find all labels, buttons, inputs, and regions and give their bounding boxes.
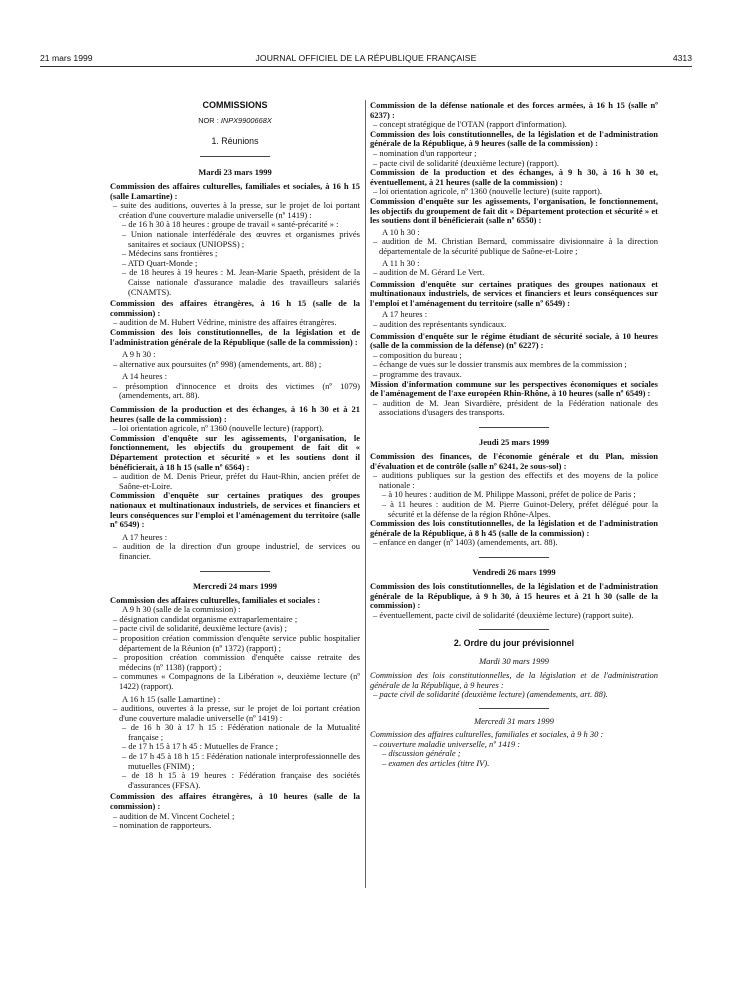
agenda-subitem: – discussion générale ; (382, 748, 461, 759)
commission-heading: Commission d'enquête sur les agissements, l'organisation, le fonctionnement, les objectifs du groupement de fait dit « Département protection et sécurité » et les soutiens dont il bénéficierait, à 18 h 15 (salle nº 6564) : (110, 432, 360, 472)
time-slot: A 10 h 30 : (382, 226, 420, 237)
time-slot: A 11 h 30 : (382, 257, 420, 268)
agenda-subitem: – de 18 h 15 à 19 heures : Fédération française des sociétés d'assurances (FFSA). (122, 770, 360, 790)
header-rule (40, 66, 692, 67)
time-slot: A 17 heures : (382, 309, 428, 320)
day-heading: Vendredi 26 mars 1999 (472, 566, 556, 577)
header-page-number: 4313 (672, 53, 692, 63)
agenda-item: – proposition création commission d'enquête caisse retraite des médecins (nº 1138) (rapport) ; (113, 652, 360, 672)
day-heading: Mercredi 24 mars 1999 (193, 580, 277, 591)
agenda-item: – audition de M. Hubert Védrine, ministre des affaires étrangères. (113, 317, 337, 328)
agenda-item: – audition des représentants syndicaux. (373, 319, 507, 330)
agenda-subitem: – ATD Quart-Monde ; (122, 257, 198, 268)
commission-heading: Commission de la production et des échanges, à 16 h 30 et à 21 heures (salle de la commission) : (110, 404, 360, 424)
commission-heading: Commission des affaires culturelles, familiales et sociales, à 16 h 15 (salle Lamartine) : (110, 181, 360, 201)
agenda-item: – communes « Compagnons de la Libération », deuxième lecture (nº 1422) (rapport). (113, 671, 360, 691)
agenda-item: – nomination d'un rapporteur ; (373, 147, 477, 158)
agenda-subitem: – à 11 heures : audition de M. Pierre Guinot-Delery, préfet délégué pour la sécurité et la défense de la région Rhône-Alpes. (382, 498, 658, 519)
agenda-item: – auditions, ouvertes à la presse, sur le projet de loi portant création d'une couverture maladie universelle (nº 1419) : (113, 703, 360, 723)
commission-heading: Commission d'enquête sur certaines pratiques des groupes nationaux et multinationaux industriels, de services et financiers et leurs conséquences sur l'emploi et l'aménagement du territoire (salle nº 6549) : (370, 278, 658, 308)
separator (479, 427, 549, 428)
agenda-subitem: – de 16 h 30 à 17 h 15 : Fédération nationale de la Mutualité française ; (122, 722, 360, 742)
agenda-item: – audition de M. Jean Sivardière, président de la Fédération nationale des associations d'usagers des transports. (373, 397, 658, 418)
commission-heading: Mission d'information commune sur les perspectives économiques et sociales de l'aménagement de l'axe européen Rhin-Rhône, à 10 heures (salle nº 6549) : (370, 378, 658, 399)
agenda-item: – concept stratégique de l'OTAN (rapport d'information). (373, 119, 567, 130)
agenda-item: – loi orientation agricole, nº 1360 (nouvelle lecture) (suite rapport). (373, 186, 602, 197)
commissions-title: COMMISSIONS (202, 100, 268, 110)
time-slot: A 9 h 30 (salle de la commission) : (122, 604, 241, 615)
column-separator (365, 100, 366, 888)
separator (200, 156, 270, 157)
agenda-subitem: – Union nationale interfédérale des œuvres et organismes privés sanitaires et sociaux (UNIOPSS) ; (122, 228, 360, 249)
agenda-item: – alternative aux poursuites (nº 998) (amendements, art. 88) ; (113, 358, 322, 369)
agenda-subitem: – Médecins sans frontières ; (122, 248, 218, 259)
commission-heading: Commission de la défense nationale et des forces armées, à 16 h 15 (salle nº 6237) : (370, 100, 658, 120)
agenda-item: – pacte civil de solidarité (deuxième lecture) (rapport). (373, 157, 559, 168)
day-heading: Mardi 23 mars 1999 (198, 167, 272, 177)
right-column (370, 101, 658, 769)
agenda-subitem: – de 17 h 45 à 18 h 15 : Fédération nationale interprofessionnelle des mutuelles (FNIM) ; (122, 751, 360, 771)
commission-heading: Commission des affaires culturelles, familiales et sociales, à 9 h 30 : (370, 729, 604, 740)
agenda-item: – nomination de rapporteurs. (113, 820, 212, 831)
day-heading: Mardi 30 mars 1999 (479, 656, 549, 667)
agenda-item: – proposition création commission d'enquête service public hospitalier département de la Réunion (nº 1372) (rapport) ; (113, 632, 360, 653)
commission-heading: Commission d'enquête sur les agissements, l'organisation, le fonctionnement, les objectifs du groupement de fait dit « Département protection et sécurité » et les soutiens dont il bénéficierait (salle nº 6550) : (370, 195, 658, 226)
commission-heading: Commission des lois constitutionnelles, de la législation et de l'administration générale de la République (salle de la commission) : (110, 326, 360, 347)
agenda-item: – loi orientation agricole, nº 1360 (nouvelle lecture) (rapport). (113, 423, 324, 434)
page-header (40, 53, 692, 67)
separator (479, 557, 549, 558)
commission-heading: Commission d'enquête sur le régime étudiant de sécurité sociale, à 10 heures (salle de la commission de la défense) (nº 6227) : (370, 330, 658, 351)
agenda-subitem: – de 18 heures à 19 heures : M. Jean-Marie Spaeth, président de la Caisse nationale d'assurance maladie des travailleurs salariés (CNAMTS). (122, 267, 360, 297)
agenda-subitem: – de 17 h 15 à 17 h 45 : Mutuelles de France ; (122, 741, 279, 752)
commission-heading: Commission des affaires étrangères, à 10 heures (salle de la commission) : (110, 791, 360, 812)
separator (200, 571, 270, 572)
agenda-item: – pacte civil de solidarité, deuxième lecture (avis) ; (113, 623, 287, 634)
section-ordre-du-jour: 2. Ordre du jour prévisionnel (453, 638, 575, 649)
agenda-subitem: – à 10 heures : audition de M. Philippe Massoni, préfet de police de Paris ; (382, 489, 636, 500)
agenda-item: – programme des travaux. (373, 369, 462, 380)
agenda-item: – audition de M. Gérard Le Vert. (373, 267, 485, 278)
agenda-item: – désignation candidat organisme extraparlementaire ; (113, 613, 298, 624)
commission-heading: Commission des lois constitutionnelles, de la législation et de l'administration générale de la République, à 9 h 30, à 15 heures et à 21 h 30 (salle de la commission) : (370, 580, 658, 611)
nor-reference: NOR : INPX9900668X (198, 116, 272, 125)
agenda-item: – audition de M. Vincent Cochetel ; (113, 810, 235, 821)
agenda-item: – audition de M. Denis Prieur, préfet du Haut-Rhin, ancien préfet de Saône-et-Loire. (113, 471, 360, 491)
header-journal-title: JOURNAL OFFICIEL DE LA RÉPUBLIQUE FRANÇAISE (255, 53, 477, 63)
commission-heading: Commission des finances, de l'économie générale et du Plan, mission d'évaluation et de contrôle (salle nº 6241, 2e sous-sol) : (370, 451, 658, 471)
agenda-item: – composition du bureau ; (373, 349, 462, 360)
time-slot: A 9 h 30 : (122, 349, 156, 360)
agenda-item: – audition de la direction d'un groupe industriel, de services ou financier. (113, 541, 360, 561)
agenda-item: – auditions publiques sur la gestion des effectifs et des moyens de la police nationale : (373, 470, 658, 490)
left-column (110, 100, 360, 831)
agenda-item: – couverture maladie universelle, nº 1419 : (373, 738, 521, 749)
section-reunions: 1. Réunions (211, 136, 259, 146)
separator (479, 629, 549, 630)
time-slot: A 17 heures : (122, 531, 168, 542)
commission-heading: Commission des lois constitutionnelles, de la législation et de l'administration générale de la République, à 9 heures (salle de la commission) : (370, 128, 658, 149)
time-slot: A 14 heures : (122, 371, 168, 382)
day-heading: Mercredi 31 mars 1999 (474, 715, 554, 726)
commission-heading: Commission de la production et des échanges, à 9 h 30, à 16 h 30 et, éventuellement, à 21 heures (salle de la commission) : (370, 167, 658, 187)
agenda-item: – éventuellement, pacte civil de solidarité (deuxième lecture) (rapport suite). (373, 609, 634, 620)
agenda-subitem: – examen des articles (titre IV). (382, 758, 490, 769)
agenda-item: – enfance en danger (nº 1403) (amendements, art. 88). (373, 537, 558, 548)
commission-heading: Commission d'enquête sur certaines pratiques des groupes nationaux et multinationaux industriels, de services et financiers et leurs conséquences sur l'emploi et l'aménagement du territoire (salle nº 6549) : (110, 490, 360, 530)
agenda-item: – pacte civil de solidarité (deuxième lecture) (amendements, art. 88). (373, 689, 608, 700)
agenda-item: – audition de M. Christian Bernard, commissaire divisionnaire à la direction départementale de la sécurité publique de Saône-et-Loire ; (373, 236, 658, 256)
header-date: 21 mars 1999 (40, 53, 93, 63)
commission-heading: Commission des lois constitutionnelles, de la législation et de l'administration générale de la République, à 8 h 45 (salle de la commission) : (370, 518, 658, 538)
commission-heading: Commission des affaires étrangères, à 16 h 15 (salle de la commission) : (110, 298, 360, 318)
agenda-subitem: – de 16 h 30 à 18 heures : groupe de travail « santé-précarité » : (122, 219, 339, 230)
day-heading: Jeudi 25 mars 1999 (478, 437, 550, 447)
separator (479, 708, 549, 709)
agenda-item: – présomption d'innocence et droits des victimes (nº 1079) (amendements, art. 88). (113, 380, 360, 401)
time-slot: A 16 h 15 (salle Lamartine) : (122, 693, 221, 704)
commission-heading: Commission des affaires culturelles, familiales et sociales : (110, 594, 321, 605)
commission-heading: Commission des lois constitutionnelles, de la législation et de l'administration générale de la République, à 9 heures : (370, 669, 658, 690)
agenda-item: – suite des auditions, ouvertes à la presse, sur le projet de loi portant création d'une couverture maladie universelle (nº 1419) : (113, 200, 360, 220)
agenda-item: – échange de vues sur le dossier transmis aux membres de la commission ; (373, 359, 627, 370)
